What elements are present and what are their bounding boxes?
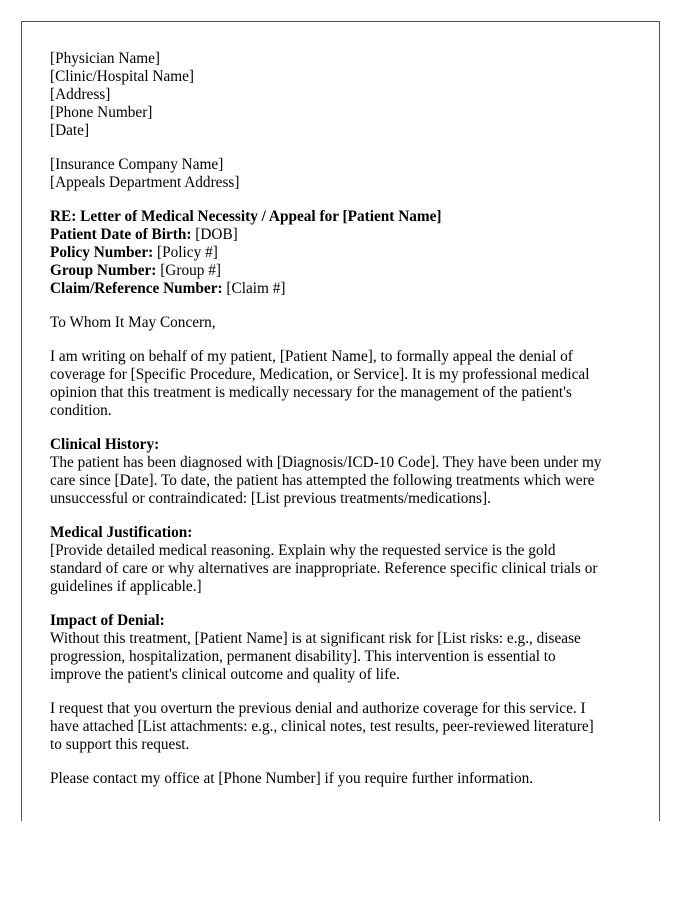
impact-of-denial-line: progression, hospitalization, permanent disability]. This intervention is essential to — [50, 648, 556, 665]
letter-body — [50, 50, 640, 804]
group-line — [50, 262, 640, 280]
claim-line — [50, 280, 640, 298]
impact-of-denial-heading: Impact of Denial: — [50, 612, 165, 629]
clinical-history-section — [50, 436, 640, 508]
dob-label: Patient Date of Birth: — [50, 226, 192, 243]
insurance-company: [Insurance Company Name] — [50, 156, 224, 173]
re-subject: RE: Letter of Medical Necessity / Appeal for [Patient Name] — [50, 208, 442, 225]
clinical-history-line: unsuccessful or contraindicated: [List previous treatments/medications]. — [50, 490, 491, 507]
dob-value: [DOB] — [191, 226, 238, 243]
medical-justification-line: guidelines if applicable.] — [50, 578, 202, 595]
claim-value: [Claim #] — [222, 280, 286, 297]
request-line: I request that you overturn the previous denial and authorize coverage for this service. I — [50, 700, 586, 717]
intro-line: opinion that this treatment is medically necessary for the management of the patient's — [50, 384, 572, 401]
letter-date: [Date] — [50, 122, 90, 139]
medical-justification-section — [50, 524, 640, 596]
clinical-history-heading: Clinical History: — [50, 436, 160, 453]
impact-of-denial-section — [50, 612, 640, 684]
intro-paragraph — [50, 348, 640, 420]
claim-label: Claim/Reference Number: — [50, 280, 223, 297]
clinical-history-line: The patient has been diagnosed with [Diagnosis/ICD-10 Code]. They have been under my — [50, 454, 602, 471]
group-label: Group Number: — [50, 262, 157, 279]
impact-of-denial-line: improve the patient's clinical outcome and quality of life. — [50, 666, 400, 683]
policy-value: [Policy #] — [153, 244, 218, 261]
dob-line — [50, 226, 640, 244]
recipient-block — [50, 156, 640, 192]
request-line: have attached [List attachments: e.g., clinical notes, test results, peer-reviewed literature] — [50, 718, 594, 735]
request-line: to support this request. — [50, 736, 190, 753]
policy-label: Policy Number: — [50, 244, 154, 261]
letter-page — [21, 21, 660, 821]
intro-line: I am writing on behalf of my patient, [Patient Name], to formally appeal the denial of — [50, 348, 573, 365]
salutation: To Whom It May Concern, — [50, 314, 216, 331]
intro-line: condition. — [50, 402, 112, 419]
sender-block — [50, 50, 640, 140]
medical-justification-line: standard of care or why alternatives are inappropriate. Reference specific clinical trials or — [50, 560, 598, 577]
medical-justification-line: [Provide detailed medical reasoning. Explain why the requested service is the gold — [50, 542, 556, 559]
medical-justification-heading: Medical Justification: — [50, 524, 193, 541]
clinic-name: [Clinic/Hospital Name] — [50, 68, 195, 85]
appeals-address: [Appeals Department Address] — [50, 174, 240, 191]
group-value: [Group #] — [156, 262, 221, 279]
policy-line — [50, 244, 640, 262]
clinical-history-line: care since [Date]. To date, the patient has attempted the following treatments which were — [50, 472, 595, 489]
closing-paragraph: Please contact my office at [Phone Number] if you require further information. — [50, 770, 534, 787]
intro-line: coverage for [Specific Procedure, Medication, or Service]. It is my professional medical — [50, 366, 590, 383]
sender-phone: [Phone Number] — [50, 104, 153, 121]
request-paragraph — [50, 700, 640, 754]
sender-address: [Address] — [50, 86, 111, 103]
re-block — [50, 208, 640, 298]
impact-of-denial-line: Without this treatment, [Patient Name] is at significant risk for [List risks: e.g., disease — [50, 630, 581, 647]
physician-name: [Physician Name] — [50, 50, 161, 67]
